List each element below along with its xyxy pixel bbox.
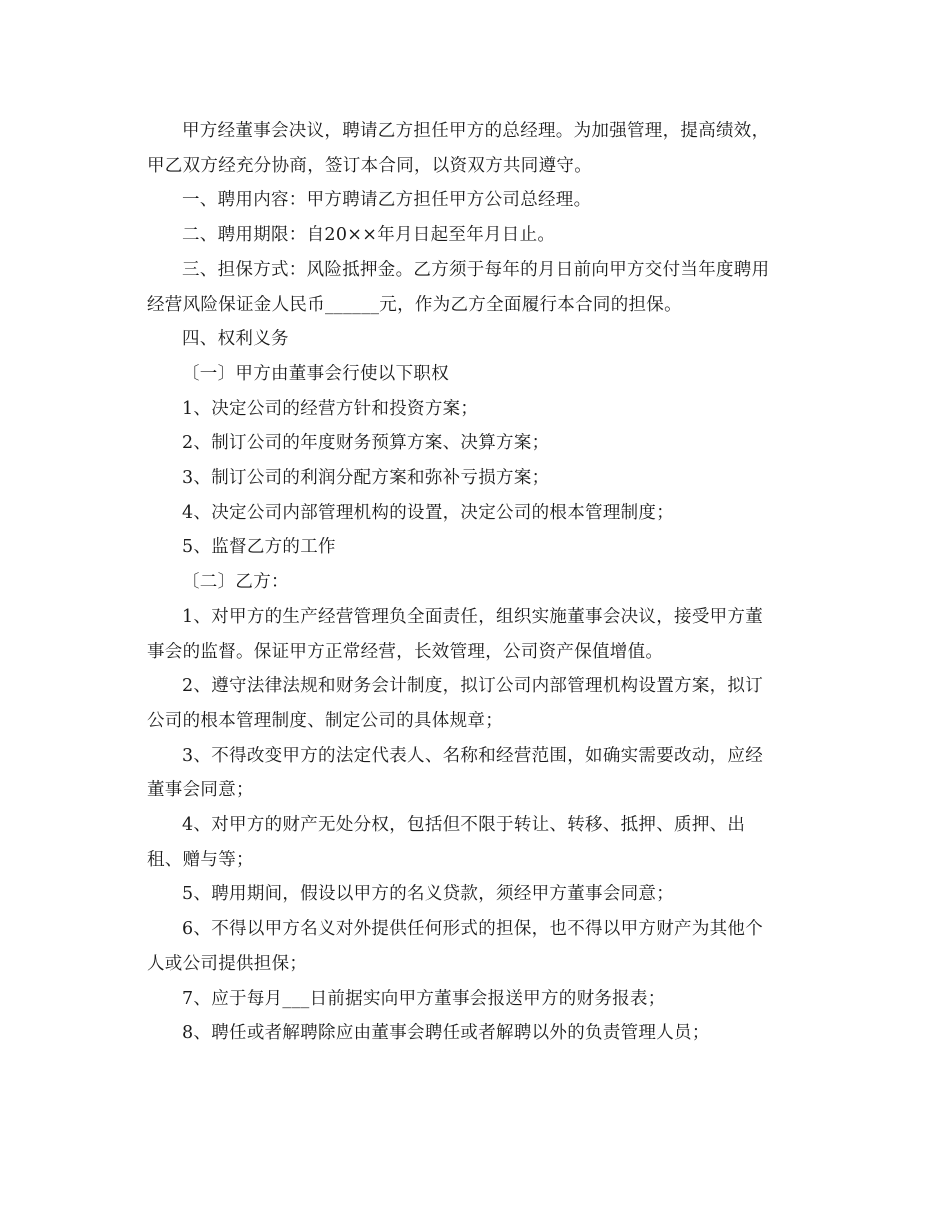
paragraph-line: 人或公司提供担保； [147,953,308,974]
paragraph [147,1016,807,1051]
paragraph [147,392,807,427]
paragraph [147,357,807,392]
paragraph-line: 3、制订公司的利润分配方案和弥补亏损方案； [182,468,550,489]
paragraph [147,565,807,600]
paragraph-line: 3、不得改变甲方的法定代表人、名称和经营范围，如确实需要改动，应经 [182,745,764,766]
paragraph [147,600,807,669]
paragraph-line: 6、不得以甲方名义对外提供任何形式的担保，也不得以甲方财产为其他个 [182,919,764,940]
paragraph [147,669,807,738]
paragraph [147,530,807,565]
paragraph-line: 经营风险保证金人民币______元，作为乙方全面履行本合同的担保。 [147,294,682,315]
paragraph [147,426,807,461]
paragraph-line: 租、赠与等； [147,849,254,870]
paragraph-line: 1、对甲方的生产经营管理负全面责任，组织实施董事会决议，接受甲方董 [182,606,764,627]
paragraph [147,496,807,531]
paragraph-line: 2、制订公司的年度财务预算方案、决算方案； [182,433,550,454]
paragraph-line: 甲方经董事会决议，聘请乙方担任甲方的总经理。为加强管理，提高绩效， [182,121,770,141]
paragraph-line: 一、聘用内容：甲方聘请乙方担任甲方公司总经理。 [182,190,592,211]
paragraph-line: 1、决定公司的经营方针和投资方案； [182,398,479,419]
paragraph-line: 甲乙双方经充分协商，签订本合同，以资双方共同遵守。 [147,155,592,176]
paragraph [147,461,807,496]
paragraph-line: 董事会同意； [147,780,254,801]
paragraph [147,114,807,183]
paragraph [147,808,807,877]
paragraph-line: 公司的根本管理制度、制定公司的具体规章； [147,710,503,731]
paragraph-line: 4、对甲方的财产无处分权，包括但不限于转让、转移、抵押、质押、出 [182,815,746,836]
paragraph [147,982,807,1017]
paragraph [147,912,807,981]
paragraph [147,877,807,912]
paragraph [147,218,807,253]
paragraph-line: 事会的监督。保证甲方正常经营，长效管理，公司资产保值增值。 [147,641,664,662]
paragraph-line: 5、聘用期间，假设以甲方的名义贷款，须经甲方董事会同意； [182,884,675,905]
paragraph-line: 〔一〕甲方由董事会行使以下职权 [182,363,449,384]
paragraph-line: 〔二〕乙方： [182,572,289,593]
paragraph-line: 二、聘用期限：自20××年月日起至年月日止。 [182,225,556,246]
paragraph-line: 2、遵守法律法规和财务会计制度，拟订公司内部管理机构设置方案，拟订 [182,676,764,697]
paragraph [147,253,807,322]
paragraph [147,322,807,357]
paragraph-line: 四、权利义务 [182,329,289,350]
paragraph-line: 8、聘任或者解聘除应由董事会聘任或者解聘以外的负责管理人员； [182,1023,710,1044]
paragraph [147,183,807,218]
paragraph-line: 7、应于每月___日前据实向甲方董事会报送甲方的财务报表； [182,988,666,1009]
document-body [147,114,807,1051]
paragraph-line: 三、担保方式：风险抵押金。乙方须于每年的月日前向甲方交付当年度聘用 [182,259,770,280]
paragraph [147,739,807,808]
paragraph-line: 5、监督乙方的工作 [182,537,336,558]
paragraph-line: 4、决定公司内部管理机构的设置，决定公司的根本管理制度； [182,502,675,523]
